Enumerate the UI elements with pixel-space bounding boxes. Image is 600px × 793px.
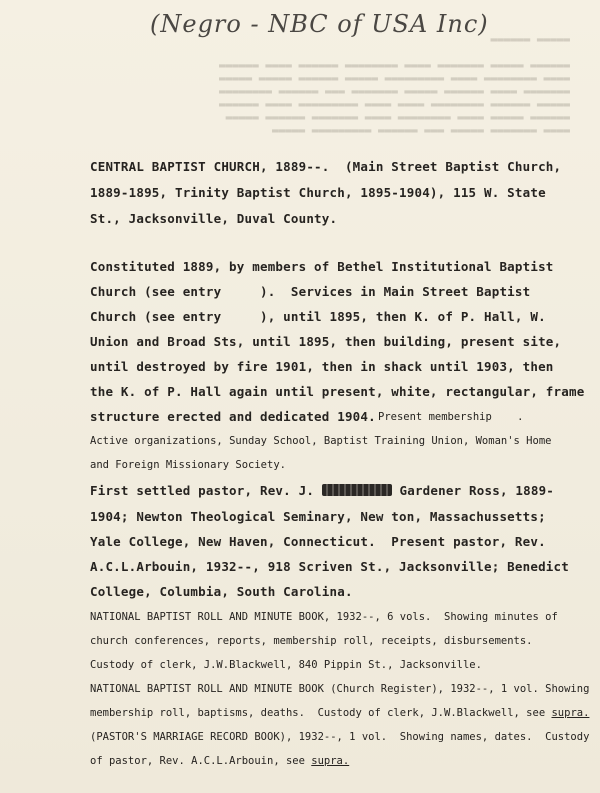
history-line-7: structure erected and dedicated 1904. — [90, 409, 376, 424]
record-line-3: Custody of clerk, J.W.Blackwell, 840 Pippin St., Jacksonville. — [90, 659, 482, 671]
pastor-line-2: 1904; Newton Theological Seminary, New ton, Massachussetts; — [90, 509, 546, 524]
pastor-line-4: A.C.L.Arbouin, 1932--, 918 Scriven St., Jacksonville; Benedict — [90, 559, 569, 574]
record-line-7-text: of pastor, Rev. A.C.L.Arbouin, see — [90, 755, 312, 767]
record-line-6: (PASTOR'S MARRIAGE RECORD BOOK), 1932--, 1 vol. Showing names, dates. Custody — [90, 731, 590, 743]
pastor-line-1 — [90, 484, 554, 498]
struck-out-text — [322, 484, 392, 496]
record-line-5 — [90, 706, 589, 720]
title-line-3: St., Jacksonville, Duval County. — [90, 211, 338, 226]
history-line-4: Union and Broad Sts, until 1895, then building, present site, — [90, 334, 562, 349]
pastor-line-1-start: First settled pastor, Rev. J. — [90, 483, 315, 498]
title-line-1: CENTRAL BAPTIST CHURCH, 1889--. (Main Street Baptist Church, — [90, 159, 562, 174]
record-line-5-text: membership roll, baptisms, deaths. Custody of clerk, J.W.Blackwell, see — [90, 707, 552, 719]
membership-text: Present membership . — [378, 411, 524, 423]
title-line-2: 1889-1895, Trinity Baptist Church, 1895-1904), 115 W. State — [90, 185, 546, 200]
history-line-5: until destroyed by fire 1901, then in shack until 1903, then — [90, 359, 554, 374]
record-line-7 — [90, 754, 349, 768]
supra-link-1: supra. — [551, 707, 590, 719]
handwritten-note: (Negro - NBC of USA Inc) — [150, 10, 489, 38]
history-line-1: Constituted 1889, by members of Bethel Institutional Baptist — [90, 259, 554, 274]
history-line-2: Church (see entry ). Services in Main Street Baptist — [90, 284, 531, 299]
pastor-line-1-end: Gardener Ross, 1889- — [391, 483, 555, 498]
supra-link-2: supra. — [311, 755, 350, 767]
history-line-6: the K. of P. Hall again until present, white, rectangular, frame — [90, 384, 585, 399]
organizations-line-1: Active organizations, Sunday School, Baptist Training Union, Woman's Home — [90, 435, 552, 447]
organizations-line-2: and Foreign Missionary Society. — [90, 459, 286, 471]
pastor-line-5: College, Columbia, South Carolina. — [90, 584, 353, 599]
record-line-1: NATIONAL BAPTIST ROLL AND MINUTE BOOK, 1932--, 6 vols. Showing minutes of — [90, 611, 558, 623]
history-line-3: Church (see entry ), until 1895, then K. of P. Hall, W. — [90, 309, 546, 324]
pastor-line-3: Yale College, New Haven, Connecticut. Present pastor, Rev. — [90, 534, 546, 549]
bleed-through-top: ▬▬▬▬ ▬▬▬▬▬▬▬ ▬▬▬▬▬ ▬▬▬ ▬▬▬▬▬▬ ▬▬▬▬▬▬▬▬▬ ▬▬▬▬▬ ▬▬▬▬▬▬ ▬▬▬▬▬ ▬▬▬▬ ▬▬▬▬▬▬▬▬ ▬▬▬▬ ▬▬▬▬▬▬▬ ▬▬▬▬▬▬ ▬▬▬▬▬ ▬▬▬▬▬ ▬▬▬▬▬▬ ▬▬▬▬▬▬▬▬ ▬▬▬▬ ▬▬▬▬ ▬▬▬▬▬▬▬▬▬ ▬▬▬▬ ▬▬▬▬▬▬ ▬▬▬▬▬▬▬ ▬▬▬▬ ▬▬▬▬▬▬ ▬▬▬▬▬ ▬▬▬▬▬▬▬ ▬▬▬ ▬▬▬▬▬▬ ▬▬▬▬▬▬▬▬ ▬▬▬▬ ▬▬▬▬▬▬▬▬ ▬▬▬▬ ▬▬▬▬▬▬▬▬▬ ▬▬▬▬▬ ▬▬▬▬▬▬ ▬▬▬▬▬ ▬▬▬▬▬ ▬▬▬▬▬▬ ▬▬▬▬▬ ▬▬▬▬▬▬▬ ▬▬▬▬ ▬▬▬▬▬▬▬▬ ▬▬▬▬▬▬ ▬▬▬▬ ▬▬▬▬▬▬ ▬▬▬▬▬ ▬▬▬▬▬▬ — [219, 34, 570, 138]
record-line-2: church conferences, reports, membership roll, receipts, disbursements. — [90, 635, 533, 647]
record-line-4: NATIONAL BAPTIST ROLL AND MINUTE BOOK (Church Register), 1932--, 1 vol. Showing — [90, 683, 590, 695]
